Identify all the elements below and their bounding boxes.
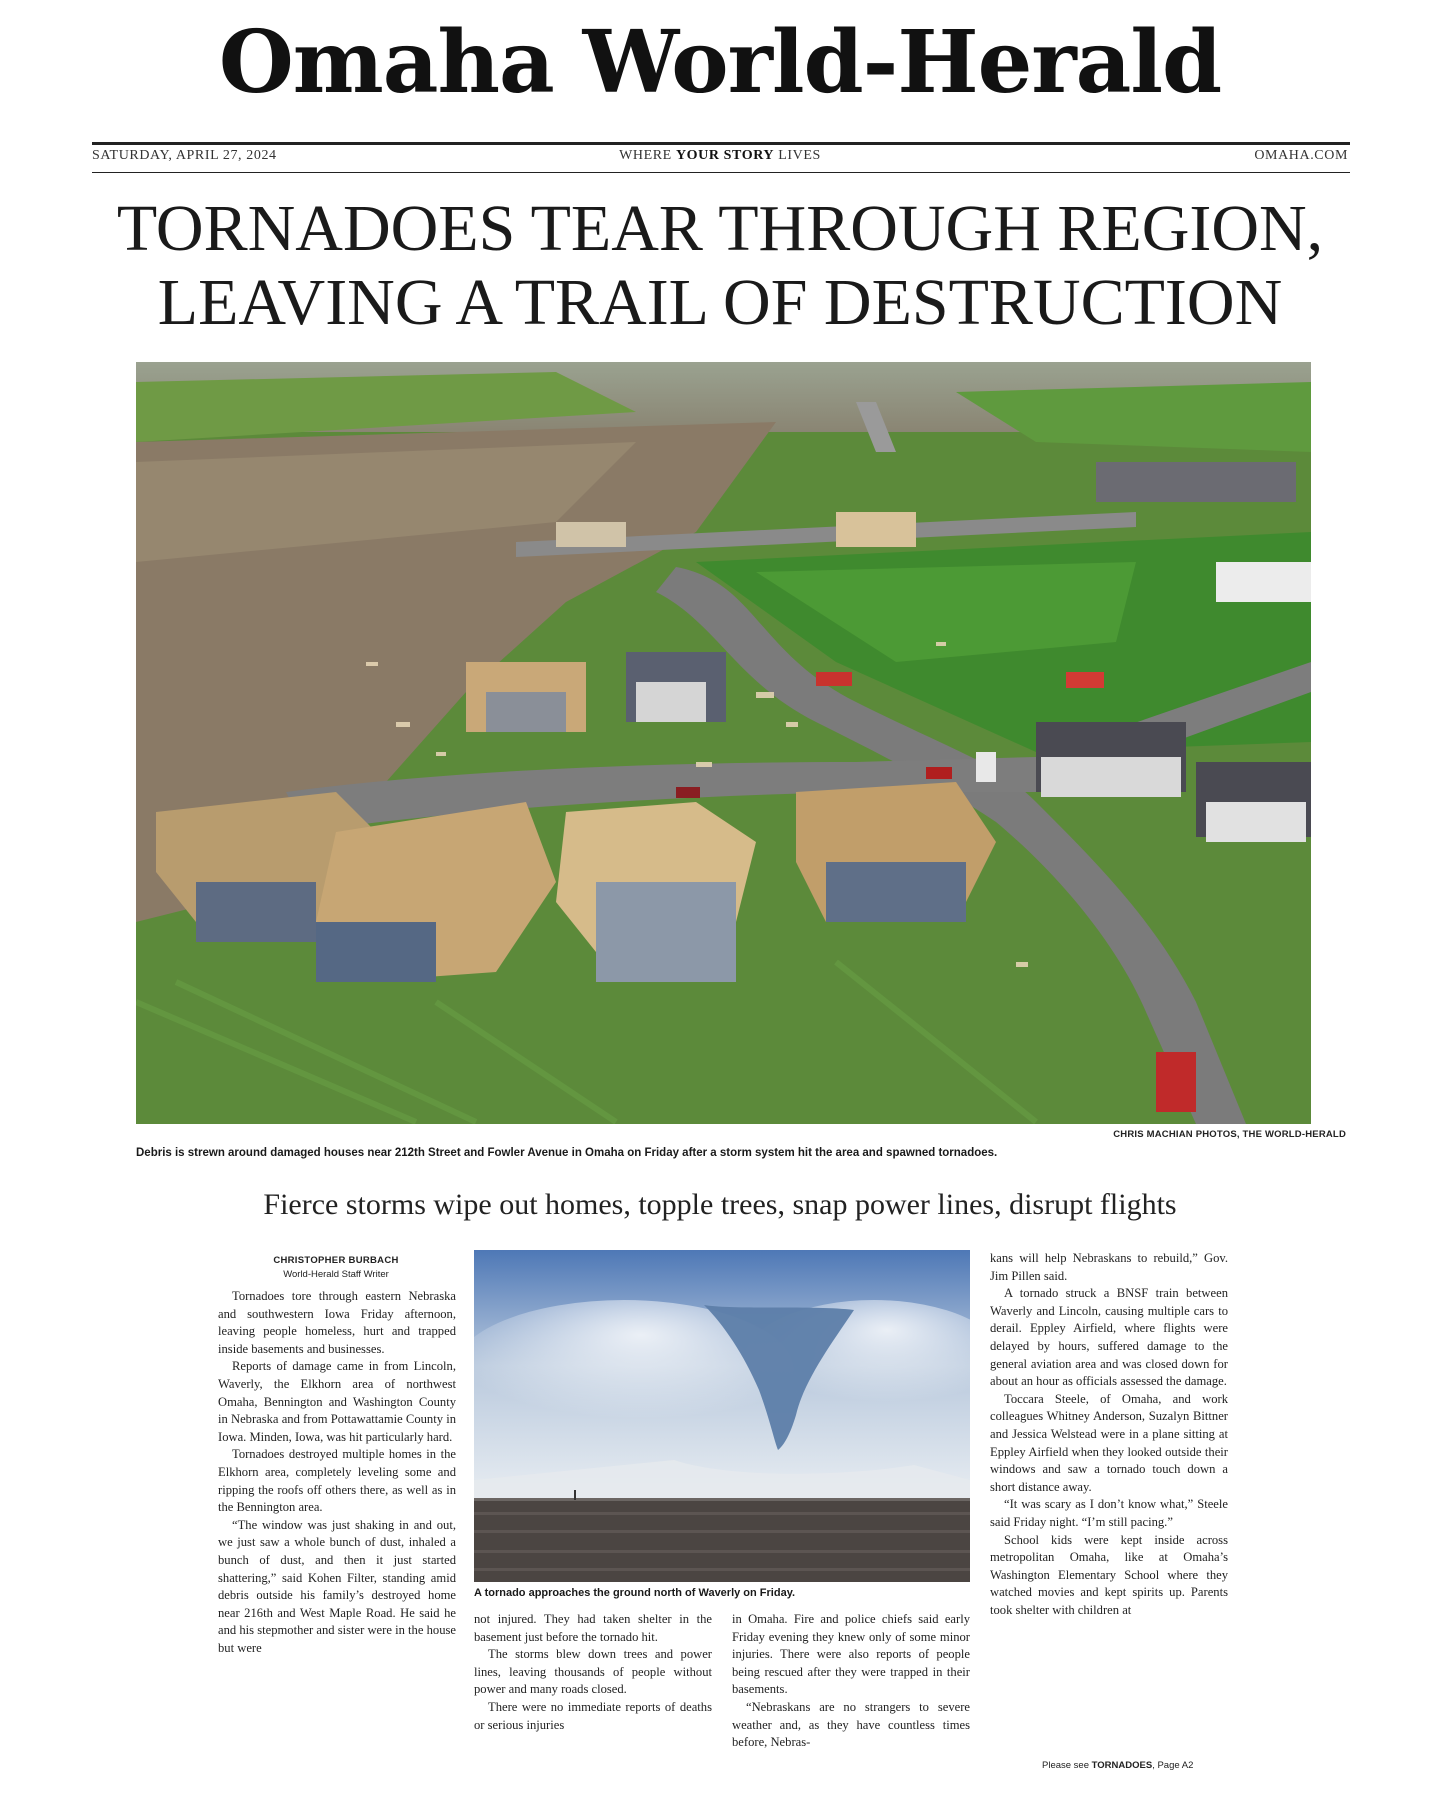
paragraph: There were no immediate reports of deaths or serious injuries [474,1699,712,1732]
tornado-illustration [474,1250,970,1582]
tornado-photo-caption: A tornado approaches the ground north of Waverly on Friday. [474,1587,796,1599]
paragraph: “The window was just shaking in and out, we just saw a whole bunch of dust, inhaled a bunch of dust, and then it just started shattering,” said Kohen Filter, standing amid debris outside his family’s destroyed home near 216th and West Maple Road. He said he and his stepmother and sister were in the house but were [218,1517,456,1655]
paragraph: Toccara Steele, of Omaha, and work colleagues Whitney Anderson, Suzalyn Bittner and Jessica Welstead were in a plane sitting at Eppley Airfield when they looked outside their windows and saw a tornado touch down a short distance away. [990,1391,1228,1494]
paragraph: “It was scary as I don’t know what,” Steele said Friday night. “I’m still pacing.” [990,1497,1228,1529]
masthead-top-rule [92,142,1350,145]
article-column-3 [732,1611,970,1752]
paragraph: A tornado struck a BNSF train between Waverly and Lincoln, causing multiple cars to derail. Eppley Airfield, where flights were delayed by hours, suffered damage to the general aviation area and was closed down for about an hour as officials assessed the damage. [990,1286,1228,1389]
paragraph: “Nebraskans are no strangers to severe weather and, as they have countless times before, Nebras- [732,1699,970,1750]
main-headline [0,192,1440,340]
article-column-4 [990,1250,1228,1619]
site-link[interactable]: OMAHA.COM [1254,148,1348,163]
paragraph: The storms blew down trees and power lines, leaving thousands of people without power and many roads closed. [474,1647,712,1697]
paragraph: Tornadoes destroyed multiple homes in the Elkhorn area, completely leveling some and ripping the roofs off others there, as well as in the Bennington area. [218,1447,456,1515]
main-photo-caption: Debris is strewn around damaged houses near 212th Street and Fowler Avenue in Omaha on Friday after a storm system hit the area and spawned tornadoes. [136,1147,998,1159]
author-role: World-Herald Staff Writer [283,1269,389,1280]
paragraph: kans will help Nebraskans to rebuild,” Gov. Jim Pillen said. [990,1251,1228,1283]
subheadline: Fierce storms wipe out homes, topple trees, snap power lines, disrupt flights [263,1188,1177,1221]
paragraph: not injured. They had taken shelter in the basement just before the tornado hit. [474,1612,712,1644]
newspaper-masthead: Omaha World-Herald [218,12,1222,113]
paragraph: Tornadoes tore through eastern Nebraska and southwestern Iowa Friday afternoon, leaving people homeless, hurt and trapped inside basements and businesses. [218,1289,456,1356]
byline [218,1254,454,1282]
paragraph: in Omaha. Fire and police chiefs said early Friday evening they knew only of some minor injuries. There were also reports of people being rescued after they were trapped in their basements. [732,1612,970,1697]
article-column-1 [218,1288,456,1657]
tornado-photo [474,1250,970,1582]
masthead-bottom-rule [92,172,1350,173]
slogan: WHERE YOUR STORY LIVES [619,148,821,163]
paragraph: School kids were kept inside across metropolitan Omaha, like at Omaha’s Washington Elementary School where they watched movies and kept spirits up. Parents took shelter with children at [990,1532,1228,1617]
article-column-2 [474,1611,712,1734]
issue-date: SATURDAY, APRIL 27, 2024 [92,148,277,163]
aerial-damage-illustration [136,362,1311,1124]
headline-line-1: TORNADOES TEAR THROUGH REGION, [116,192,1324,265]
photo-credit: CHRIS MACHIAN PHOTOS, THE WORLD-HERALD [1113,1129,1346,1140]
aerial-damage-photo [136,362,1311,1124]
paragraph: Reports of damage came in from Lincoln, Waverly, the Elkhorn area of northwest Omaha, Bennington and Washington County in Nebraska and from Pottawattamie County in Iowa. Minden, Iowa, was hit particularly hard. [218,1359,456,1444]
continued-reference[interactable]: Please see TORNADOES, Page A2 [1042,1760,1194,1771]
author-name: CHRISTOPHER BURBACH [273,1255,399,1266]
headline-line-2: LEAVING A TRAIL OF DESTRUCTION [157,266,1283,339]
